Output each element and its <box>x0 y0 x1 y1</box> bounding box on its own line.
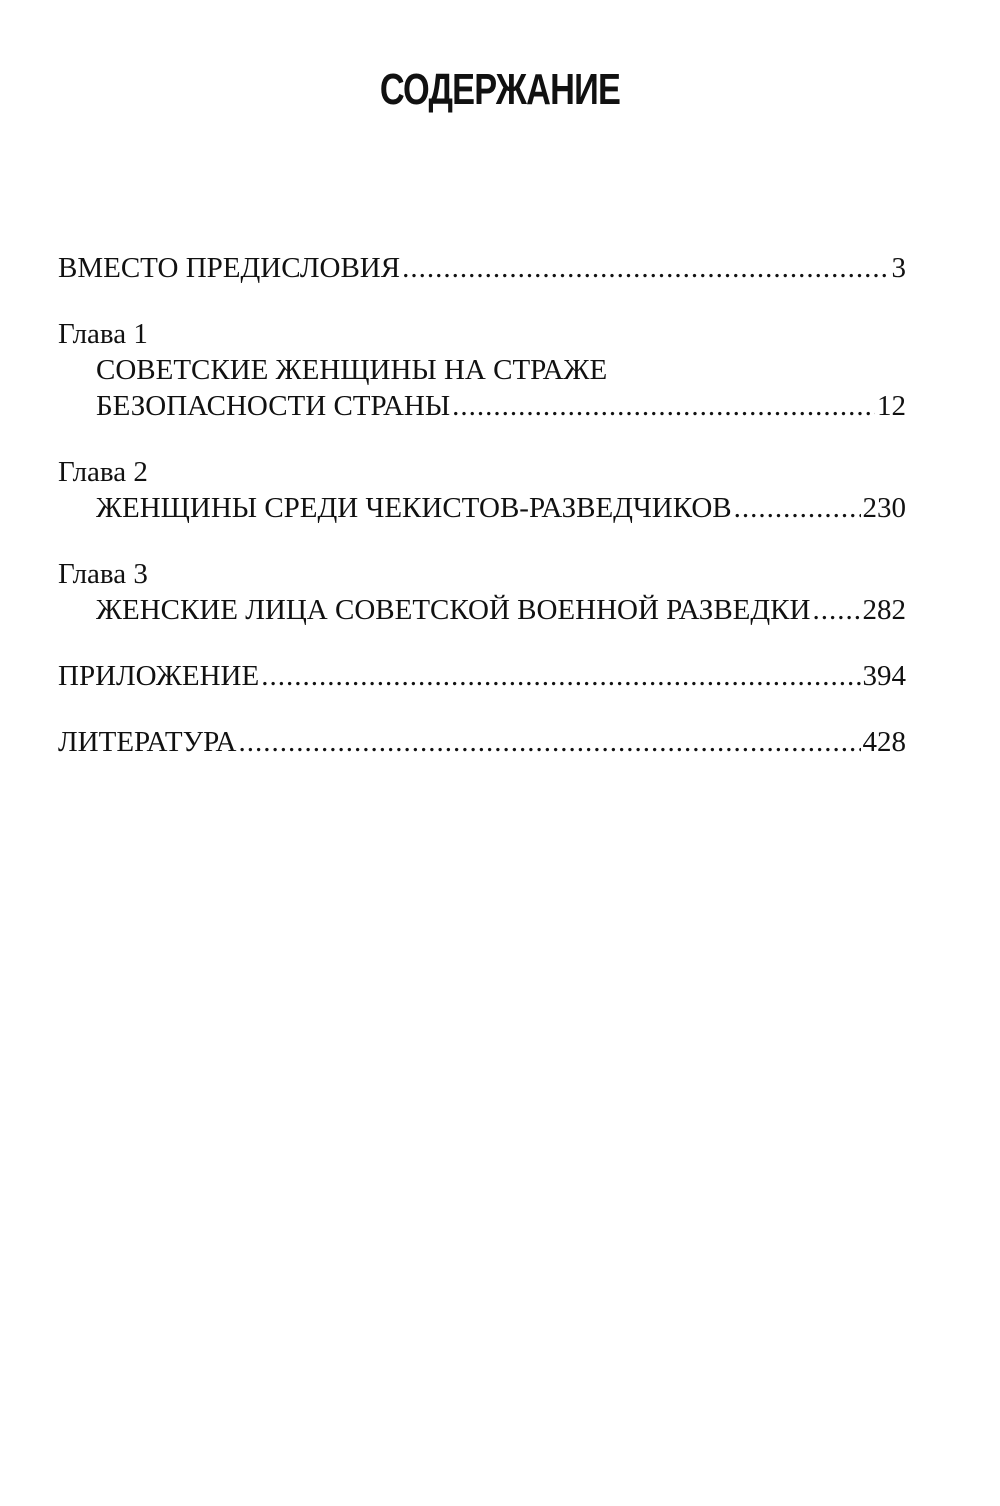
toc-entry-title-row <box>58 388 906 424</box>
toc-page-number: 3 <box>891 252 906 284</box>
toc-page-number: 12 <box>877 390 906 422</box>
toc-entry-appendix <box>58 658 906 694</box>
toc-entry-chapter-1 <box>58 316 906 424</box>
dot-leader <box>261 658 860 694</box>
toc-entry-title: ЛИТЕРАТУРА <box>58 726 237 758</box>
toc-entry-title-line: СОВЕТСКИЕ ЖЕНЩИНЫ НА СТРАЖЕ <box>96 354 608 386</box>
toc-entry-title-row <box>58 592 906 628</box>
dot-leader <box>812 592 860 628</box>
toc-page-number: 230 <box>862 492 906 524</box>
dot-leader <box>238 724 860 760</box>
dot-leader <box>734 490 861 526</box>
table-of-contents <box>58 250 906 760</box>
toc-page-number: 282 <box>862 594 906 626</box>
toc-page-number: 428 <box>862 726 906 758</box>
toc-entry-chapter-3 <box>58 556 906 628</box>
toc-entry-literature <box>58 724 906 760</box>
toc-entry-title-line: БЕЗОПАСНОСТИ СТРАНЫ <box>96 390 451 422</box>
toc-entry-title-row <box>58 490 906 526</box>
dot-leader <box>402 250 889 286</box>
chapter-label: Глава 3 <box>58 558 148 590</box>
toc-entry-intro <box>58 250 906 286</box>
chapter-label: Глава 2 <box>58 456 148 488</box>
dot-leader <box>452 388 875 424</box>
toc-entry-title: ПРИЛОЖЕНИЕ <box>58 660 260 692</box>
page-title: СОДЕРЖАНИЕ <box>379 65 621 114</box>
chapter-label: Глава 1 <box>58 318 148 350</box>
toc-entry-title: ЖЕНЩИНЫ СРЕДИ ЧЕКИСТОВ-РАЗВЕДЧИКОВ <box>96 492 732 524</box>
toc-entry-chapter-2 <box>58 454 906 526</box>
toc-entry-title: ВМЕСТО ПРЕДИСЛОВИЯ <box>58 252 401 284</box>
toc-entry-title: ЖЕНСКИЕ ЛИЦА СОВЕТСКОЙ ВОЕННОЙ РАЗВЕДКИ <box>96 594 811 626</box>
toc-page-number: 394 <box>862 660 906 692</box>
